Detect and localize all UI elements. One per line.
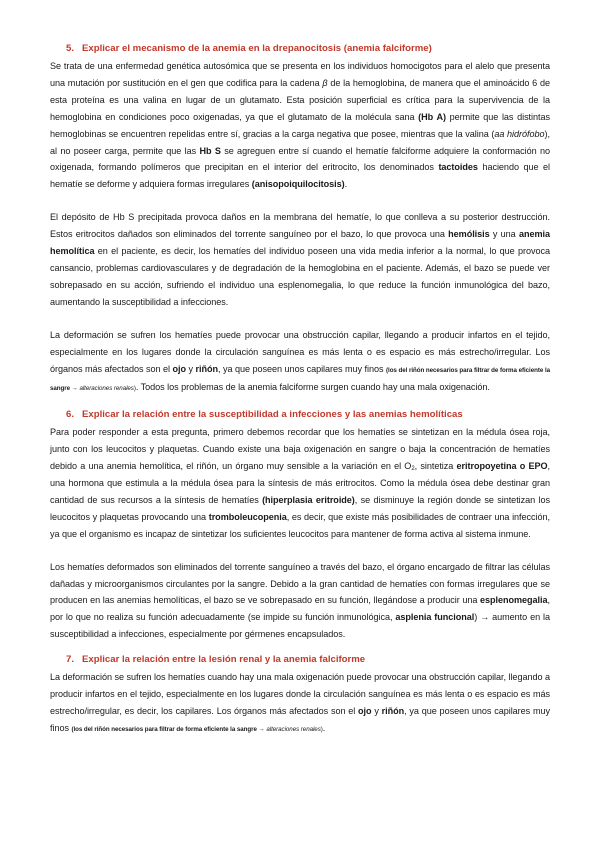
section-6-title: Explicar la relación entre la susceptibilidad a infecciones y las anemias hemolíticas bbox=[82, 409, 463, 421]
section-6-paragraph-1: Para poder responder a esta pregunta, primero debemos recordar que los hematíes se sintetizan en la médula ósea roja, junto con los leucocitos y plaquetas. Cuando existe una baja oxigenación en sangre o baja la concentración de hematíes debido a una anemia hemolítica, el riñón, un órgano muy sensible a la variación en el $O_2$, sintetiza eritropoyetina o EPO, una hormona que estimula a la médula ósea para la síntesis de más eritrocitos. Como la médula ósea debe destinar gran cantidad de sus recursos a la síntesis de hematíes (hiperplasia eritroide), se disminuye la región donde se sintetizan los leucocitos y plaquetas provocando una tromboleucopenia, es decir, que existe más posibilidades de contraer una infección, ya que el organismo es incapaz de sintetizar los suficientes leucocitos para mantener de forma activa al sistema inmune. bbox=[50, 427, 551, 539]
section-5-title: Explicar el mecanismo de la anemia en la drepanocitosis (anemia falciforme) bbox=[82, 43, 432, 54]
section-5-heading bbox=[50, 42, 550, 56]
section-5-paragraph-3: La deformación se sufren los hematíes puede provocar una obstrucción capilar, llegando a producir infartos en el tejido, especialmente en los lugares donde la circulación sanguínea es más lenta o es espacio es más estrecho/irregular. Los órganos más afectados son el ojo y riñón, ya que poseen unos capilares muy finos (los del riñón necesarios para filtrar de forma eficiente la sangre → alteraciones renales). Todos los problemas de la anemia falciforme surgen cuando hay una mala oxigenación. bbox=[50, 329, 550, 393]
section-6-heading bbox=[50, 408, 550, 422]
section-7-heading bbox=[50, 653, 550, 667]
footnote-inline: (los del riñón necesarios para filtrar de forma eficiente la sangre → alteraciones renales) bbox=[50, 366, 550, 393]
footnote-inline: (los del riñón necesarios para filtrar de forma eficiente la sangre → alteraciones renales) bbox=[71, 725, 323, 733]
section-7-paragraph-1: La deformación se sufren los hematíes cuando hay una mala oxigenación puede provocar una obstrucción capilar, llegando a producir infartos en el tejido, especialmente en los lugares donde la circulación sanguínea es más lenta o es espacio es más estrecho/irregular, es decir, los capilares. Los órganos más afectados son el ojo y riñón, ya que poseen unos capilares muy finos (los del riñón necesarios para filtrar de forma eficiente la sangre → alteraciones renales). bbox=[50, 672, 550, 733]
section-7-number: 7. bbox=[66, 654, 75, 666]
section-5-paragraph-2: El depósito de Hb S precipitada provoca daños en la membrana del hematíe, lo que conlleva a su posterior destrucción. Estos eritrocitos dañados son eliminados del torrente sanguíneo por el bazo, lo que provoca una hemólisis y una anemia hemolítica en el paciente, es decir, los hematíes del individuo poseen una vida media inferior a la normal, lo que provoca cansancio, problemas cardiovasculares y de degradación de la hemoglobina en el paciente. Además, el bazo se puede ver sobrepasado en su acción, sufriendo el individuo una esplenomegalia, lo que reduce la función inmunológica del bazo, aumentando la susceptibilidad a infecciones. bbox=[50, 212, 550, 307]
section-6-paragraph-2: Los hematíes deformados son eliminados del torrente sanguíneo a través del bazo, el órgano encargado de filtrar las células dañadas y microorganismos circulantes por la sangre. Debido a la gran cantidad de hematíes con formas irregulares que se producen en las anemias hemolíticas, el bazo se ve sobrepasado en su función, llegándose a producir una esplenomegalia, por lo que no realiza su función adecuadamente (se impide su función inmunológica, asplenia funcional) → aumento en la susceptibilidad a infecciones, especialmente por gérmenes encapsulados. bbox=[50, 561, 551, 640]
section-5-paragraph-1: Se trata de una enfermedad genética autosómica que se presenta en los individuos homocigotos para el alelo que presenta una mutación por sustitución en el gen que codifica para la cadena β de la hemoglobina, de manera que el aminoácido 6 de esta proteína es una valina en lugar de un glutamato. Esta posición superficial es crítica para la supervivencia de la hemoglobina en condiciones poco oxigenadas, ya que el glutamato de la molécula sana (Hb A) permite que las distintas hemoglobinas se encuentren repelidas entre sí, gracias a la carga negativa que posee, mientras que la valina (aa hidrófobo), al no poseer carga, permite que las Hb S se agreguen entre sí cuando el hematíe falciforme adquiere la conformación no oxigenada, formando polímeros que precipitan en el interior del eritrocito, los denominados tactoides haciendo que el hematíe se deforme y adquiera formas irregulares (anisopoiquilocitosis). bbox=[50, 61, 551, 190]
section-7-title: Explicar la relación entre la lesión renal y la anemia falciforme bbox=[82, 654, 366, 666]
section-5-number: 5. bbox=[66, 43, 75, 54]
section-6-number: 6. bbox=[66, 409, 75, 421]
